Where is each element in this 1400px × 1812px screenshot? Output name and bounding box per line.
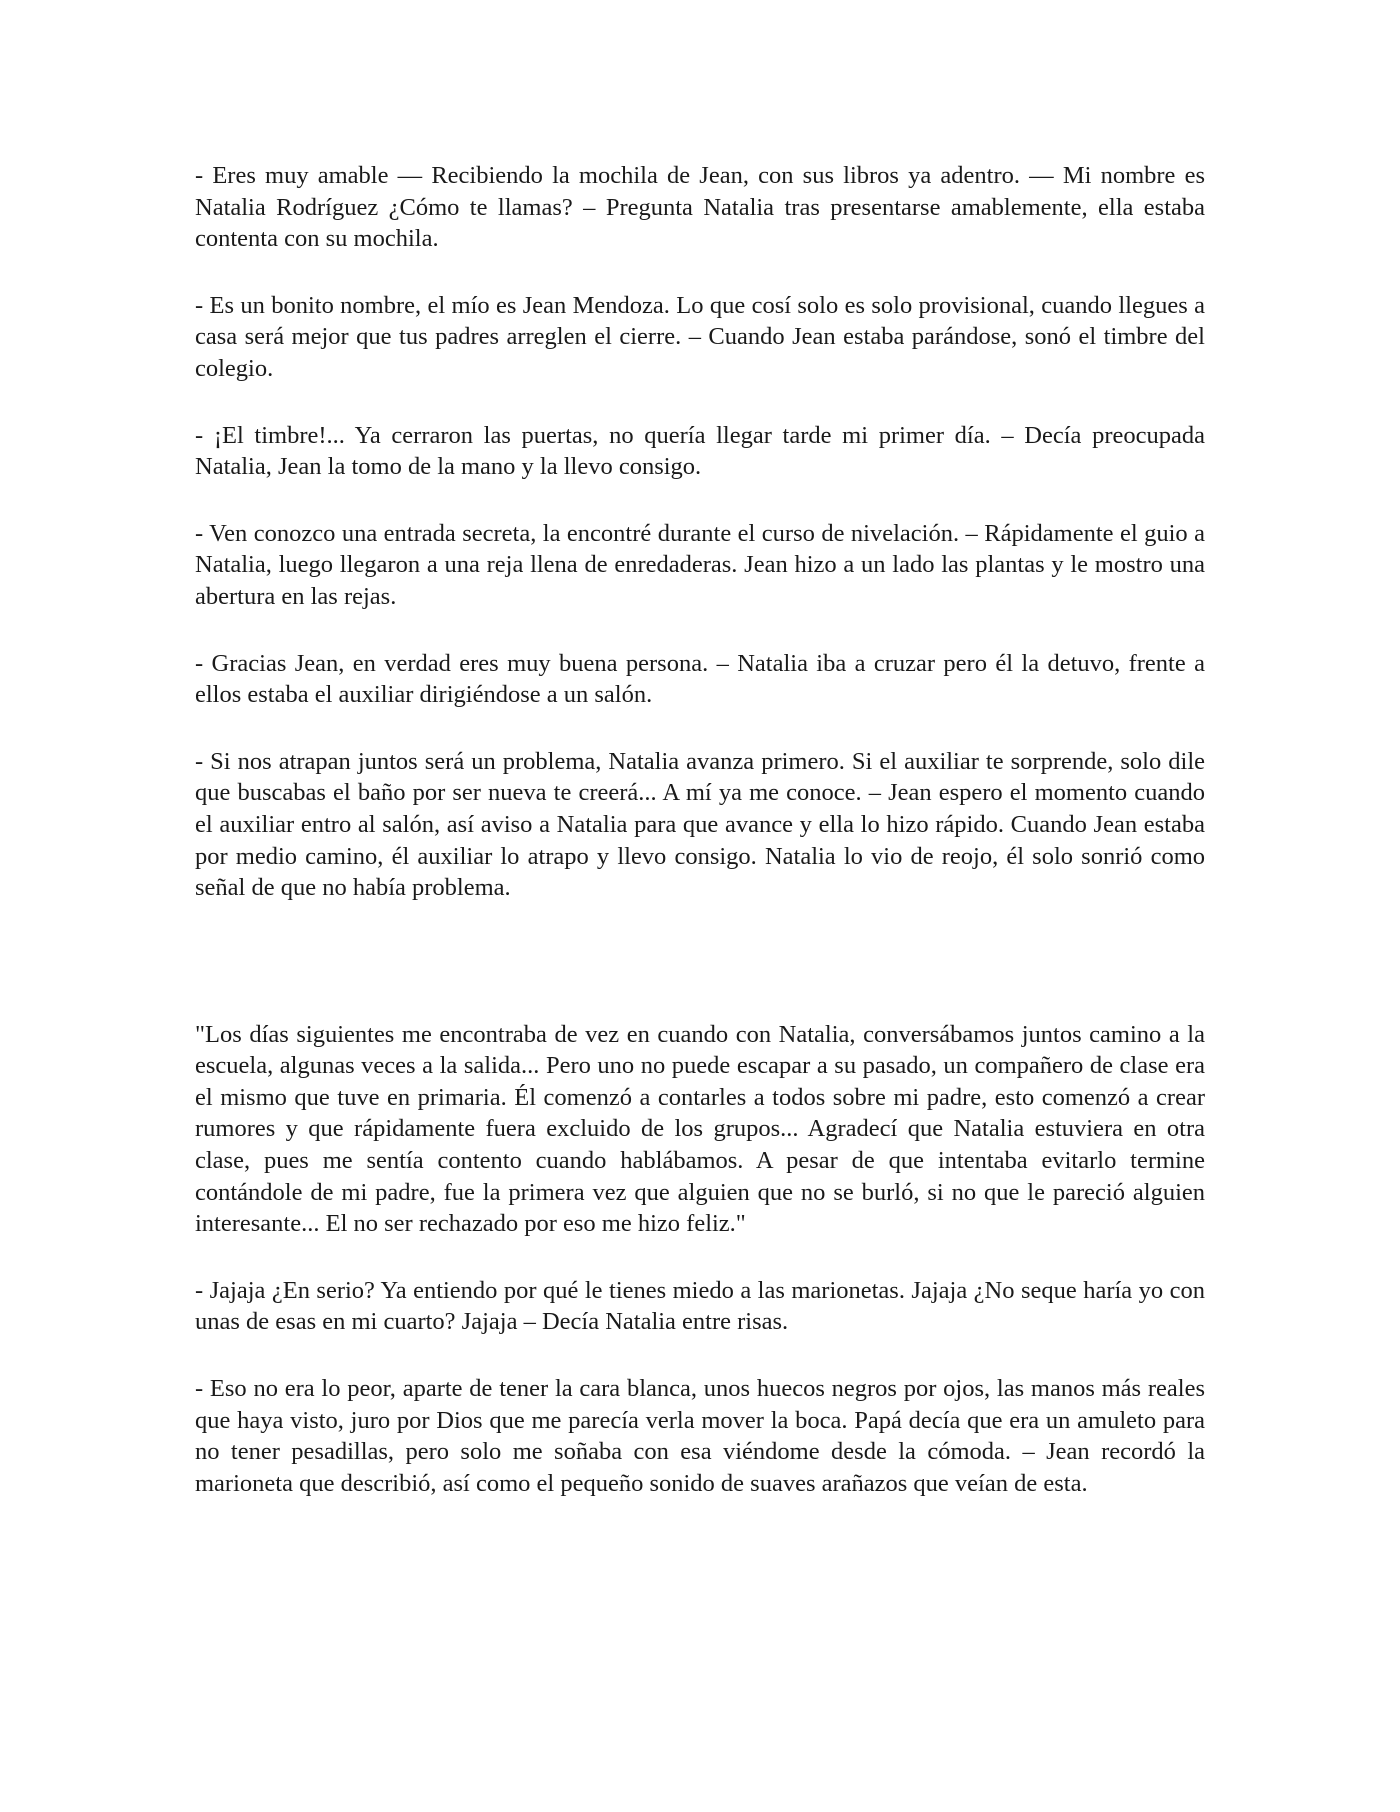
paragraph-9: - Eso no era lo peor, aparte de tener la cara blanca, unos huecos negros por ojos, las manos más reales que haya visto, juro por Dios que me parecía verla mover la boca. Papá decía que era un amuleto para no tener pesadillas, pero solo me soñaba con esa viéndome desde la cómoda. – Jean recordó la marioneta que describió, así como el pequeño sonido de suaves arañazos que veían de esta.	[195, 1375, 1205, 1497]
paragraph-5: - Gracias Jean, en verdad eres muy buena persona. – Natalia iba a cruzar pero él la detuvo, frente a ellos estaba el auxiliar dirigiéndose a un salón.	[195, 649, 1205, 709]
paragraph-6: - Si nos atrapan juntos será un problema, Natalia avanza primero. Si el auxiliar te sorprende, solo dile que buscabas el baño por ser nueva te creerá... A mí ya me conoce. – Jean espero el momento cuando el auxiliar entro al salón, así aviso a Natalia para que avance y ella lo hizo rápido. Cuando Jean estaba por medio camino, él auxiliar lo atrapo y llevo consigo. Natalia lo vio de reojo, él solo sonrió como señal de que no había problema.	[195, 747, 1205, 902]
paragraph-3: - ¡El timbre!... Ya cerraron las puertas, no quería llegar tarde mi primer día. – Decía preocupada Natalia, Jean la tomo de la mano y la llevo consigo.	[195, 421, 1205, 481]
paragraph-2: - Es un bonito nombre, el mío es Jean Mendoza. Lo que cosí solo es solo provisional, cuando llegues a casa será mejor que tus padres arreglen el cierre. – Cuando Jean estaba parándose, sonó el timbre del colegio.	[195, 291, 1205, 382]
paragraph-7: "Los días siguientes me encontraba de vez en cuando con Natalia, conversábamos juntos camino a la escuela, algunas veces a la salida... Pero uno no puede escapar a su pasado, un compañero de clase era el mismo que tuve en primaria. Él comenzó a contarles a todos sobre mi padre, esto comenzó a crear rumores y que rápidamente fuera excluido de los grupos... Agradecí que Natalia estuviera en otra clase, pues me sentía contento cuando hablábamos. A pesar de que intentaba evitarlo termine contándole de mi padre, fue la primera vez que alguien que no se burló, si no que le pareció alguien interesante... El no ser rechazado por eso me hizo feliz."	[195, 1020, 1205, 1238]
document-body	[195, 160, 1205, 1534]
paragraph-8: - Jajaja ¿En serio? Ya entiendo por qué le tienes miedo a las marionetas. Jajaja ¿No seque haría yo con unas de esas en mi cuarto? Jajaja – Decía Natalia entre risas.	[195, 1276, 1205, 1336]
paragraph-1: - Eres muy amable — Recibiendo la mochila de Jean, con sus libros ya adentro. — Mi nombre es Natalia Rodríguez ¿Cómo te llamas? – Pregunta Natalia tras presentarse amablemente, ella estaba contenta con su mochila.	[195, 162, 1205, 253]
paragraph-4: - Ven conozco una entrada secreta, la encontré durante el curso de nivelación. – Rápidamente el guio a Natalia, luego llegaron a una reja llena de enredaderas. Jean hizo a un lado las plantas y le mostro una abertura en las rejas.	[195, 519, 1205, 610]
